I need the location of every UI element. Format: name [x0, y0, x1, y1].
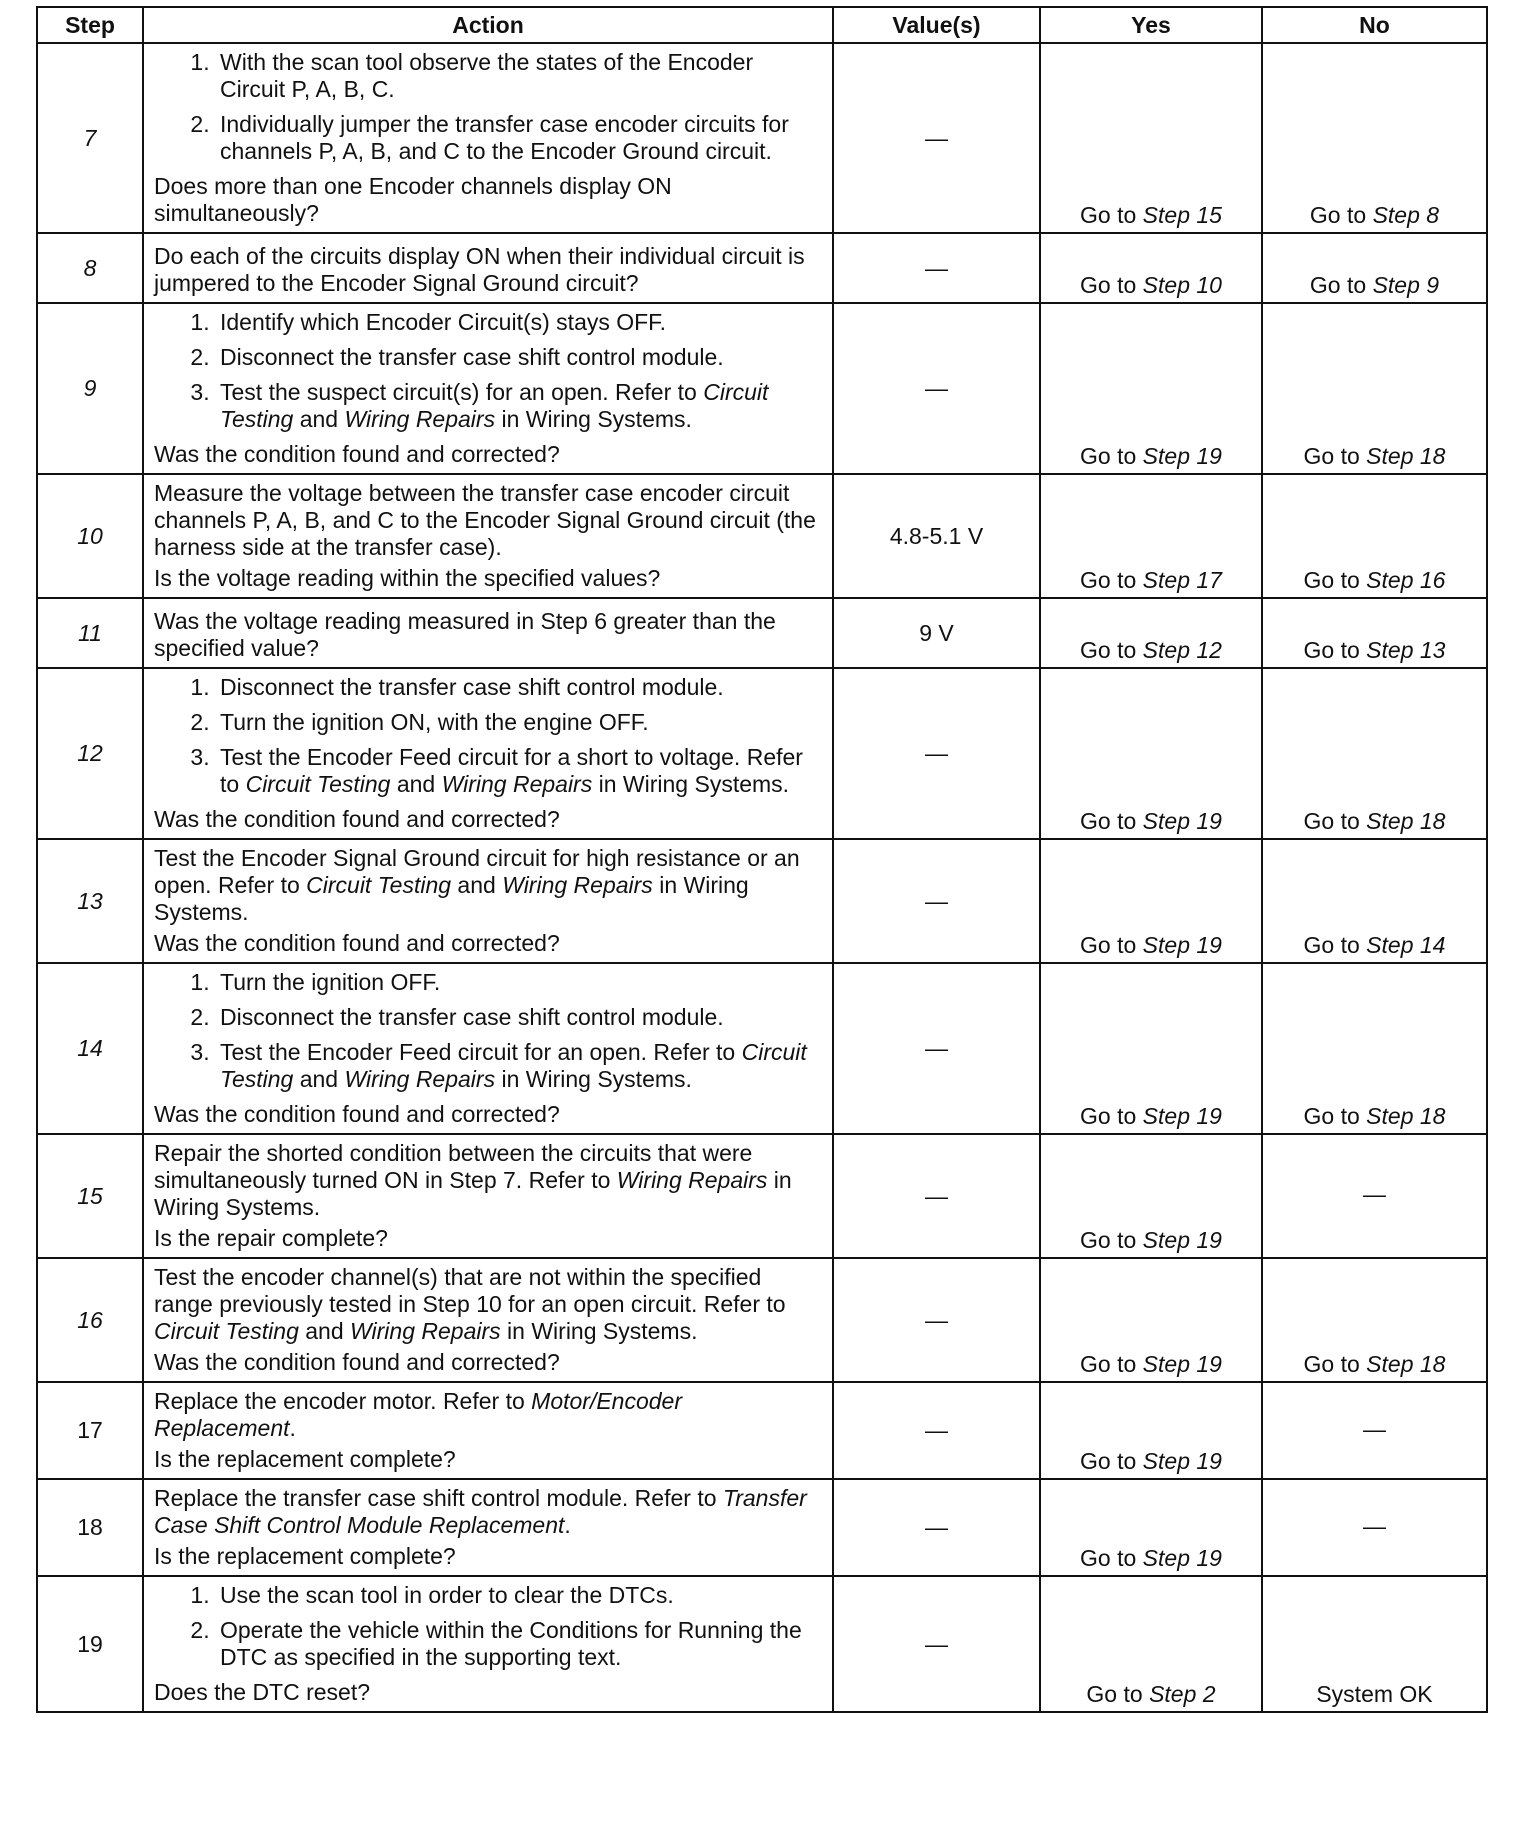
header-action: Action: [143, 7, 833, 43]
reference-link-text: Circuit Testing: [306, 872, 452, 898]
value-cell: —: [833, 233, 1040, 303]
action-text: Use the scan tool in order to clear the DTCs.: [220, 1582, 674, 1608]
action-text: Operate the vehicle within the Conditions for Running the DTC as specified in the supporting text.: [220, 1617, 802, 1670]
reference-link-text: Circuit Testing: [245, 771, 391, 797]
reference-link-text: Wiring Repairs: [344, 406, 496, 432]
table-row: [37, 963, 1487, 1134]
step-number: 12: [37, 668, 143, 839]
table-row: [37, 668, 1487, 839]
no-goto-label: Go to: [1309, 202, 1367, 228]
yes-cell: [1040, 963, 1262, 1134]
yes-goto-label: Go to: [1080, 932, 1137, 958]
no-cell: [1262, 1134, 1487, 1258]
action-step-item: [216, 744, 824, 798]
no-step-reference: Step 8: [1372, 202, 1440, 228]
action-cell: [143, 1576, 833, 1712]
action-text: in Wiring Systems.: [154, 872, 749, 925]
action-cell: [143, 1382, 833, 1479]
yes-step-reference: Step 19: [1142, 1103, 1222, 1129]
yes-goto-label: Go to: [1080, 808, 1137, 834]
table-body: [37, 43, 1487, 1712]
no-step-reference: Step 18: [1366, 443, 1446, 469]
no-cell: [1262, 963, 1487, 1134]
reference-link-text: Motor/Encoder Replacement: [154, 1388, 683, 1441]
action-question: Is the replacement complete?: [154, 1446, 456, 1472]
step-number: 18: [37, 1479, 143, 1576]
action-text: and: [451, 872, 503, 898]
yes-step-reference: Step 19: [1142, 1351, 1222, 1377]
no-result-text: —: [1363, 1415, 1386, 1442]
table-row: [37, 598, 1487, 668]
yes-cell: [1040, 233, 1262, 303]
yes-goto-label: Go to: [1080, 637, 1137, 663]
step-number: 16: [37, 1258, 143, 1382]
action-steps-list: [154, 969, 824, 1093]
yes-step-reference: Step 19: [1142, 1227, 1222, 1253]
table-row: [37, 1258, 1487, 1382]
step-number: 11: [37, 598, 143, 668]
action-cell: [143, 474, 833, 598]
no-result-text: —: [1363, 1181, 1386, 1207]
value-cell: 4.8-5.1 V: [833, 474, 1040, 598]
step-number: 10: [37, 474, 143, 598]
value-cell: —: [833, 303, 1040, 474]
action-text: Turn the ignition OFF.: [220, 969, 441, 995]
diagnostic-steps-table: [36, 6, 1488, 1713]
action-text: Individually jumper the transfer case encoder circuits for channels P, A, B, and C to the Encoder Ground circuit.: [220, 111, 789, 164]
action-text: .: [289, 1415, 296, 1441]
yes-step-reference: Step 19: [1142, 808, 1222, 834]
action-step-item: [216, 49, 824, 103]
table-row: [37, 1576, 1487, 1712]
action-question: Was the condition found and corrected?: [154, 806, 560, 832]
action-text: Disconnect the transfer case shift control module.: [220, 344, 724, 370]
table-row: [37, 43, 1487, 233]
action-cell: [143, 1258, 833, 1382]
header-row: [37, 7, 1487, 43]
no-cell: [1262, 1479, 1487, 1576]
yes-cell: [1040, 474, 1262, 598]
yes-cell: [1040, 1134, 1262, 1258]
yes-cell: [1040, 668, 1262, 839]
yes-goto-label: Go to: [1080, 1103, 1137, 1129]
action-text: in Wiring Systems.: [500, 1318, 698, 1344]
action-question: Is the repair complete?: [154, 1225, 388, 1251]
action-text: Turn the ignition ON, with the engine OFF.: [220, 709, 649, 735]
action-text: Replace the encoder motor. Refer to: [154, 1388, 532, 1414]
action-text: and: [293, 1066, 345, 1092]
header-values: Value(s): [833, 7, 1040, 43]
step-number: 13: [37, 839, 143, 963]
no-cell: [1262, 43, 1487, 233]
table-row: [37, 1479, 1487, 1576]
yes-goto-label: Go to: [1080, 567, 1137, 593]
no-cell: [1262, 474, 1487, 598]
no-goto-label: Go to: [1303, 443, 1360, 469]
action-text: Replace the transfer case shift control module. Refer to: [154, 1485, 723, 1511]
no-goto-label: Go to: [1303, 808, 1360, 834]
reference-link-text: Circuit Testing: [220, 379, 769, 432]
action-step-item: [216, 709, 824, 736]
action-text: and: [298, 1318, 351, 1344]
no-goto-label: Go to: [1303, 567, 1360, 593]
no-cell: [1262, 598, 1487, 668]
no-step-reference: Step 13: [1366, 637, 1446, 663]
action-text: in Wiring Systems.: [592, 771, 790, 797]
value-cell: —: [833, 963, 1040, 1134]
action-text: in Wiring Systems.: [495, 1066, 692, 1092]
value-cell: —: [833, 1576, 1040, 1712]
step-number: 8: [37, 233, 143, 303]
action-cell: [143, 668, 833, 839]
action-step-item: [216, 969, 824, 996]
reference-link-text: Wiring Repairs: [441, 771, 593, 797]
table-row: [37, 839, 1487, 963]
yes-goto-label: Go to: [1086, 1681, 1143, 1707]
no-step-reference: Step 16: [1366, 567, 1446, 593]
action-cell: [143, 1134, 833, 1258]
action-cell: [143, 303, 833, 474]
action-step-item: [216, 1617, 824, 1671]
action-question: Is the voltage reading within the specified values?: [154, 565, 661, 591]
action-text: Test the Encoder Feed circuit for an open. Refer to: [220, 1039, 742, 1065]
action-paragraph: [154, 845, 824, 926]
value-cell: —: [833, 839, 1040, 963]
action-cell: [143, 233, 833, 303]
value-cell: —: [833, 1258, 1040, 1382]
action-text: Test the Encoder Feed circuit for a short to voltage. Refer to: [220, 744, 803, 797]
action-step-item: [216, 1039, 824, 1093]
action-cell: [143, 839, 833, 963]
action-paragraph: [154, 1264, 824, 1345]
no-goto-label: Go to: [1303, 932, 1360, 958]
action-text: Measure the voltage between the transfer case encoder circuit channels P, A, B, and C to the Encoder Signal Ground circuit (the harness side at the transfer case).: [154, 480, 816, 560]
yes-step-reference: Step 17: [1142, 567, 1222, 593]
step-number: 7: [37, 43, 143, 233]
action-text: Identify which Encoder Circuit(s) stays OFF.: [220, 309, 667, 335]
action-cell: [143, 963, 833, 1134]
header-yes: Yes: [1040, 7, 1262, 43]
no-cell: [1262, 1576, 1487, 1712]
no-cell: [1262, 839, 1487, 963]
no-step-reference: Step 18: [1366, 808, 1446, 834]
action-question: Does more than one Encoder channels display ON simultaneously?: [154, 173, 672, 226]
yes-goto-label: Go to: [1080, 1448, 1137, 1474]
action-question: Was the condition found and corrected?: [154, 1349, 560, 1375]
action-text: With the scan tool observe the states of the Encoder Circuit P, A, B, C.: [220, 49, 754, 102]
reference-link-text: Wiring Repairs: [502, 872, 653, 898]
reference-link-text: Wiring Repairs: [344, 1066, 496, 1092]
reference-link-text: Circuit Testing: [220, 1039, 807, 1092]
yes-goto-label: Go to: [1080, 202, 1137, 228]
table-row: [37, 1382, 1487, 1479]
yes-cell: [1040, 43, 1262, 233]
table-row: [37, 233, 1487, 303]
step-number: 19: [37, 1576, 143, 1712]
reference-link-text: Wiring Repairs: [616, 1167, 768, 1193]
action-text: and: [390, 771, 442, 797]
no-result-text: —: [1363, 1512, 1386, 1539]
yes-cell: [1040, 1576, 1262, 1712]
yes-goto-label: Go to: [1080, 1545, 1137, 1571]
table-row: [37, 303, 1487, 474]
value-cell: —: [833, 43, 1040, 233]
action-question: Is the replacement complete?: [154, 1543, 456, 1569]
value-cell: —: [833, 1382, 1040, 1479]
yes-step-reference: Step 10: [1142, 272, 1222, 298]
action-paragraph: [154, 1140, 824, 1221]
yes-step-reference: Step 19: [1142, 1448, 1222, 1474]
yes-cell: [1040, 303, 1262, 474]
action-paragraph: [154, 1485, 824, 1539]
value-cell: —: [833, 668, 1040, 839]
action-paragraph: [154, 1388, 824, 1442]
action-text: and: [293, 406, 345, 432]
action-step-item: [216, 111, 824, 165]
reference-link-text: Circuit Testing: [154, 1318, 299, 1344]
header-no: No: [1262, 7, 1487, 43]
yes-goto-label: Go to: [1080, 272, 1137, 298]
action-step-item: [216, 344, 824, 371]
step-number: 15: [37, 1134, 143, 1258]
yes-goto-label: Go to: [1080, 443, 1137, 469]
yes-cell: [1040, 1258, 1262, 1382]
action-steps-list: [154, 674, 824, 798]
yes-step-reference: Step 19: [1142, 932, 1222, 958]
no-step-reference: Step 18: [1366, 1351, 1446, 1377]
no-cell: [1262, 303, 1487, 474]
no-goto-label: Go to: [1303, 1103, 1360, 1129]
action-step-item: [216, 1582, 824, 1609]
action-cell: [143, 43, 833, 233]
action-step-item: [216, 379, 824, 433]
action-question: Was the voltage reading measured in Step 6 greater than the specified value?: [154, 608, 776, 661]
action-steps-list: [154, 309, 824, 433]
action-step-item: [216, 1004, 824, 1031]
action-cell: [143, 598, 833, 668]
reference-link-text: Transfer Case Shift Control Module Replacement: [154, 1485, 807, 1538]
yes-cell: [1040, 839, 1262, 963]
action-text: .: [564, 1512, 571, 1538]
action-steps-list: [154, 49, 824, 165]
action-question: Do each of the circuits display ON when their individual circuit is jumpered to the Encoder Signal Ground circuit?: [154, 243, 805, 296]
yes-step-reference: Step 19: [1142, 1545, 1222, 1571]
no-goto-label: Go to: [1303, 1351, 1360, 1377]
action-question: Does the DTC reset?: [154, 1679, 371, 1705]
action-step-item: [216, 674, 824, 701]
action-cell: [143, 1479, 833, 1576]
table-row: [37, 474, 1487, 598]
yes-cell: [1040, 1479, 1262, 1576]
action-text: Disconnect the transfer case shift control module.: [220, 1004, 724, 1030]
action-steps-list: [154, 1582, 824, 1671]
no-step-reference: Step 9: [1372, 272, 1440, 298]
no-cell: [1262, 1258, 1487, 1382]
action-question: Was the condition found and corrected?: [154, 1101, 560, 1127]
action-text: Test the suspect circuit(s) for an open. Refer to: [220, 379, 704, 405]
action-question: Was the condition found and corrected?: [154, 930, 560, 956]
reference-link-text: Wiring Repairs: [350, 1318, 501, 1344]
no-cell: [1262, 668, 1487, 839]
yes-goto-label: Go to: [1080, 1227, 1137, 1253]
action-text: in Wiring Systems.: [495, 406, 692, 432]
no-goto-label: Go to: [1303, 637, 1360, 663]
action-question: Was the condition found and corrected?: [154, 441, 560, 467]
step-number: 17: [37, 1382, 143, 1479]
no-cell: [1262, 1382, 1487, 1479]
yes-goto-label: Go to: [1080, 1351, 1137, 1377]
value-cell: —: [833, 1134, 1040, 1258]
header-step: Step: [37, 7, 143, 43]
action-text: Test the encoder channel(s) that are not within the specified range previously tested in Step 10 for an open circuit. Refer to: [154, 1264, 786, 1317]
step-number: 9: [37, 303, 143, 474]
action-step-item: [216, 309, 824, 336]
action-text: Disconnect the transfer case shift control module.: [220, 674, 724, 700]
yes-step-reference: Step 15: [1142, 202, 1222, 228]
action-text: Test the Encoder Signal Ground circuit for high resistance or an open. Refer to: [154, 845, 800, 898]
yes-step-reference: Step 19: [1142, 443, 1222, 469]
no-step-reference: Step 14: [1366, 932, 1446, 958]
yes-cell: [1040, 598, 1262, 668]
action-paragraph: [154, 480, 824, 561]
action-text: Repair the shorted condition between the circuits that were simultaneously turned ON in Step 7. Refer to: [154, 1140, 753, 1193]
value-cell: 9 V: [833, 598, 1040, 668]
no-result-text: System OK: [1316, 1681, 1433, 1707]
no-cell: [1262, 233, 1487, 303]
yes-step-reference: Step 2: [1149, 1681, 1216, 1707]
table-row: [37, 1134, 1487, 1258]
yes-cell: [1040, 1382, 1262, 1479]
action-text: in Wiring Systems.: [154, 1167, 792, 1220]
no-goto-label: Go to: [1309, 272, 1367, 298]
step-number: 14: [37, 963, 143, 1134]
no-step-reference: Step 18: [1366, 1103, 1446, 1129]
yes-step-reference: Step 12: [1142, 637, 1222, 663]
value-cell: —: [833, 1479, 1040, 1576]
